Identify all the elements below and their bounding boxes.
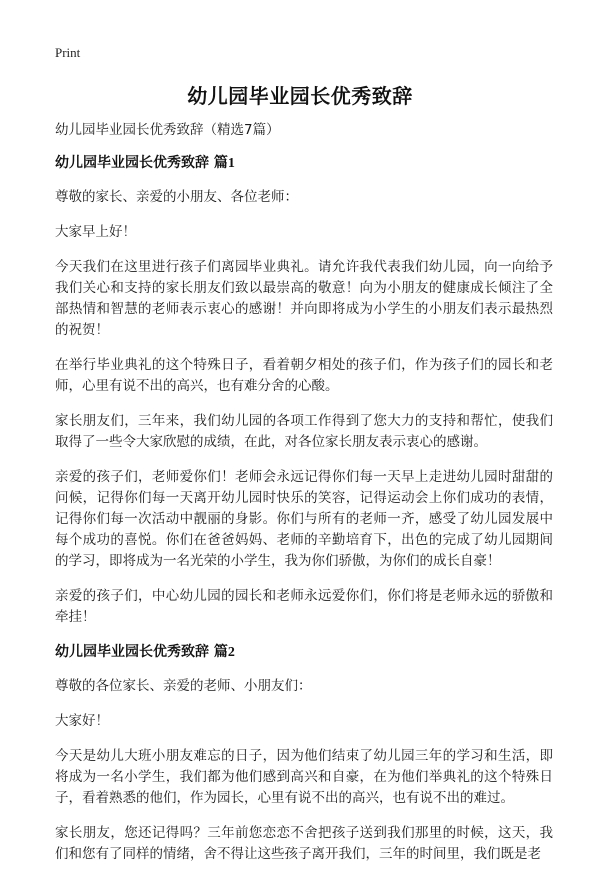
- paragraph: 尊敬的家长、亲爱的小朋友、各位老师：: [55, 189, 298, 205]
- paragraph: 大家早上好！: [55, 224, 136, 240]
- paragraph: 尊敬的各位家长、亲爱的老师、小朋友们：: [55, 678, 312, 694]
- paragraph: 在举行毕业典礼的这个特殊日子，看着朝夕相处的孩子们，作为孩子们的园长和老师，心里有说不出的高兴，也有难分舍的心酸。: [55, 357, 553, 394]
- section-heading-1: [55, 153, 553, 174]
- section-heading-text: 幼儿园毕业园长优秀致辞 篇: [55, 644, 228, 660]
- paragraph: 今天是幼儿大班小朋友难忘的日子，因为他们结束了幼儿园三年的学习和生活，即将成为一名小学生，我们都为他们感到高兴和自豪，在为他们举典礼的这个特殊日子，看着熟悉的他们，作为园长，心里有说不出的高兴，也有说不出的难过。: [55, 748, 553, 806]
- article-subtitle: 幼儿园毕业园长优秀致辞（精选7篇）: [55, 122, 280, 138]
- article-body: [55, 120, 553, 879]
- paragraph: 家长朋友们，三年来，我们幼儿园的各项工作得到了您大力的支持和帮忙，使我们取得了一些令大家欣慰的成绩，在此，对各位家长朋友表示衷心的感谢。: [55, 413, 553, 450]
- paragraph: 亲爱的孩子们，老师爱你们！老师会永远记得你们每一天早上走进幼儿园时甜甜的问候，记得你们每一天离开幼儿园时快乐的笑容，记得运动会上你们成功的表情，记得你们每一次活动中靓丽的身影。你们与所有的老师一齐，感受了幼儿园发展中每个成功的喜悦。你们在爸爸妈妈、老师的辛勤培育下，出色的完成了幼儿园期间的学习，即将成为一名光荣的小学生，我为你们骄傲，为你们的成长自豪！: [55, 469, 553, 569]
- section-heading-number: 1: [227, 156, 235, 171]
- paragraph: 大家好！: [55, 713, 109, 729]
- print-link[interactable]: Print: [55, 45, 81, 60]
- paragraph: 今天我们在这里进行孩子们离园毕业典礼。请允许我代表我们幼儿园，向一向给予我们关心和支持的家长朋友们致以最崇高的敬意！向为小朋友的健康成长倾注了全部热情和智慧的老师表示衷心的感谢！并向即将成为小学生的小朋友们表示最热烈的祝贺！: [55, 259, 553, 338]
- paragraph: 亲爱的孩子们，中心幼儿园的园长和老师永远爱你们，你们将是老师永远的骄傲和牵挂！: [55, 588, 553, 625]
- section-heading-2: [55, 642, 553, 663]
- section-heading-text: 幼儿园毕业园长优秀致辞 篇: [55, 155, 228, 171]
- paragraph: 家长朋友，您还记得吗？三年前您恋恋不舍把孩子送到我们那里的时候，这天，我们和您有了同样的情绪，舍不得让这些孩子离开我们，三年的时间里，我们既是老: [55, 825, 553, 862]
- section-heading-number: 2: [227, 645, 235, 660]
- page-title: 幼儿园毕业园长优秀致辞: [187, 84, 413, 108]
